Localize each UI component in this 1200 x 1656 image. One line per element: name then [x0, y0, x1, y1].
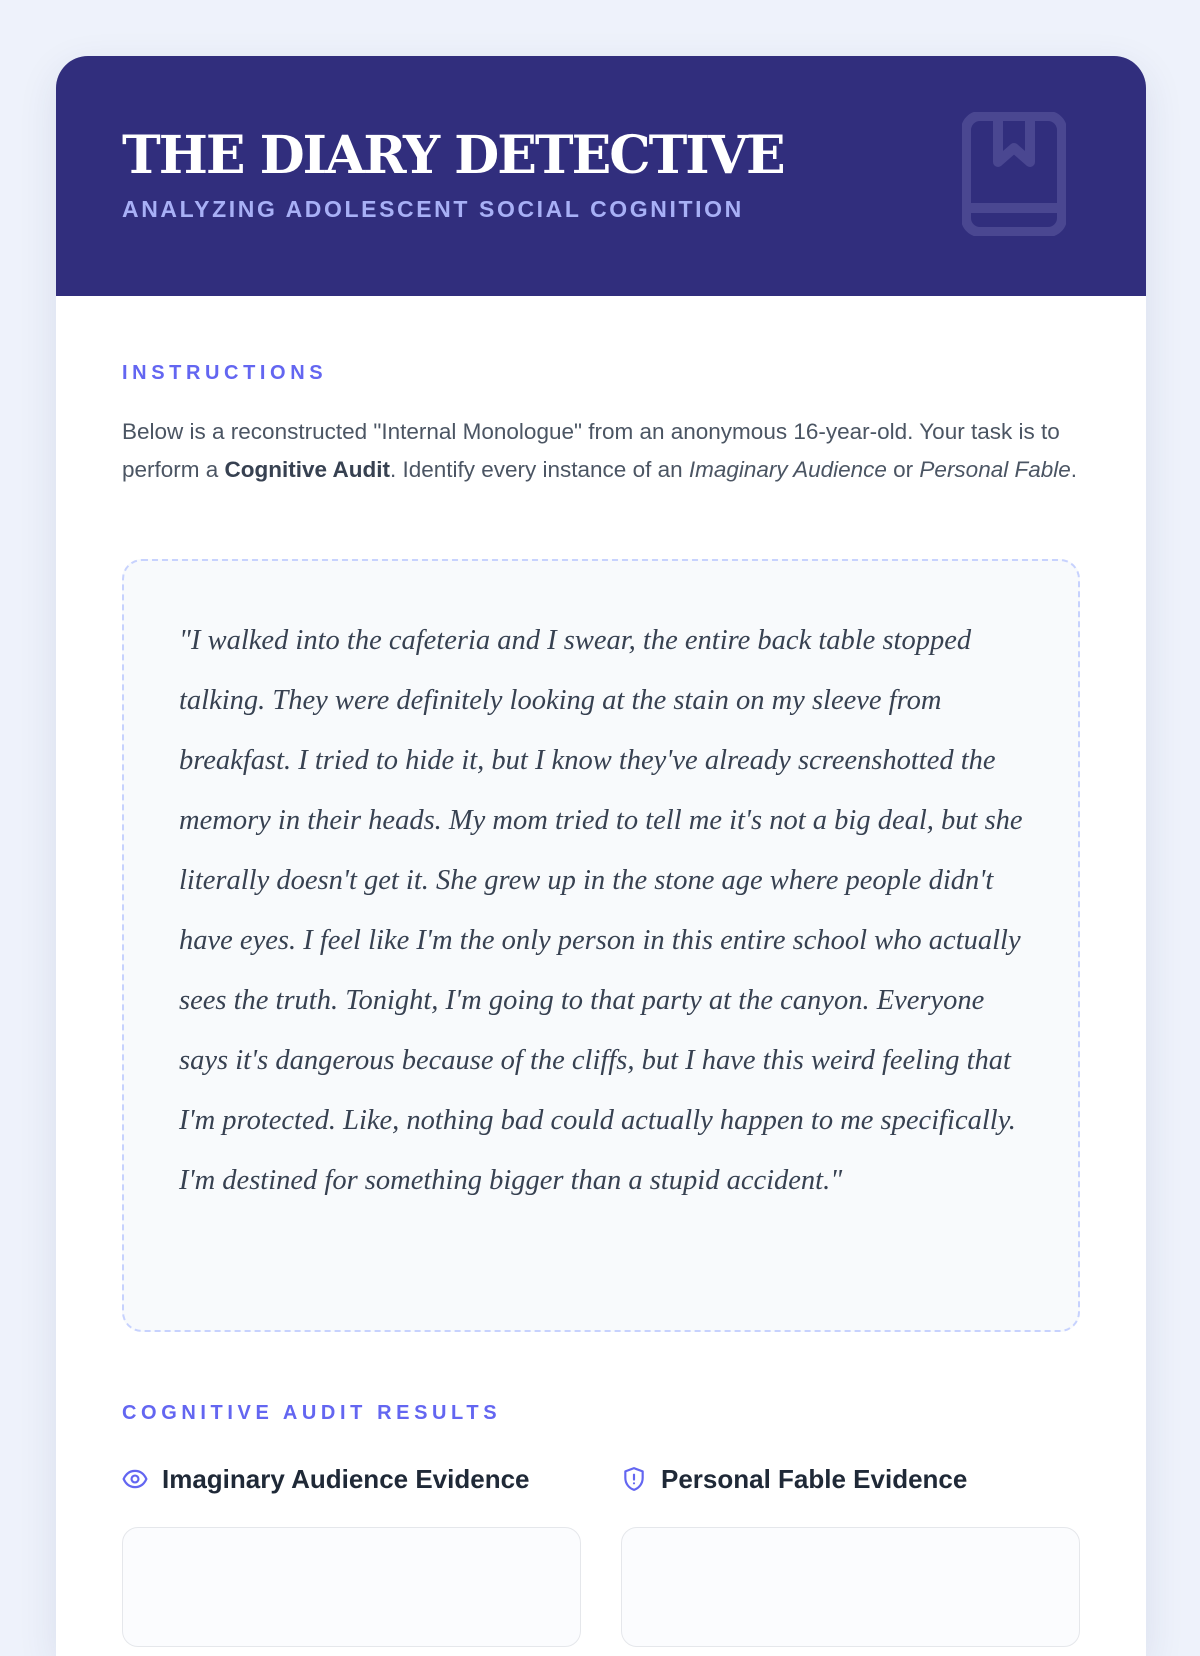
fable-evidence-box[interactable]: [621, 1527, 1080, 1647]
content: [56, 296, 1146, 1647]
imaginary-audience-term: Imaginary Audience: [688, 457, 887, 482]
audience-title: Imaginary Audience Evidence: [162, 1463, 530, 1494]
page-subtitle: ANALYZING ADOLESCENT SOCIAL COGNITION: [122, 196, 744, 222]
main-card: [56, 56, 1146, 1656]
header: [56, 56, 1146, 296]
audience-evidence-box[interactable]: [122, 1527, 581, 1647]
shield-alert-icon: [621, 1466, 647, 1492]
evidence-columns: [122, 1459, 1080, 1647]
instructions-text: Below is a reconstructed "Internal Monologue" from an anonymous 16-year-old. Your task is to perform a Cognitive Audit. Identify every instance of an Imaginary Audience or Personal Fable.: [122, 419, 1078, 482]
page-title: THE DIARY DETECTIVE: [122, 125, 784, 186]
book-bookmark-icon: [962, 112, 1066, 236]
fable-title: Personal Fable Evidence: [661, 1463, 968, 1494]
personal-fable-term: Personal Fable: [919, 457, 1071, 482]
audience-column: [122, 1459, 581, 1647]
instructions-label: INSTRUCTIONS: [122, 362, 328, 384]
monologue-box: [122, 559, 1080, 1332]
monologue-text: "I walked into the cafeteria and I swear, the entire back table stopped talking. They were definitely looking at the stain on my sleeve from breakfast. I tried to hide it, but I know they've already screenshotted the memory in their heads. My mom tried to tell me it's not a big deal, but she literally doesn't get it. She grew up in the stone age where people didn't have eyes. I feel like I'm the only person in this entire school who actually sees the truth. Tonight, I'm going to that party at the canyon. Everyone says it's dangerous because of the cliffs, but I have this weird feeling that I'm protected. Like, nothing bad could actually happen to me specifically. I'm destined for something bigger than a stupid accident.": [179, 625, 1023, 1196]
cognitive-audit-term: Cognitive Audit: [224, 457, 390, 482]
fable-column: [621, 1459, 1080, 1647]
audience-heading: [122, 1459, 581, 1499]
fable-heading: [621, 1459, 1080, 1499]
results-label: COGNITIVE AUDIT RESULTS: [122, 1402, 502, 1424]
eye-icon: [122, 1466, 148, 1492]
